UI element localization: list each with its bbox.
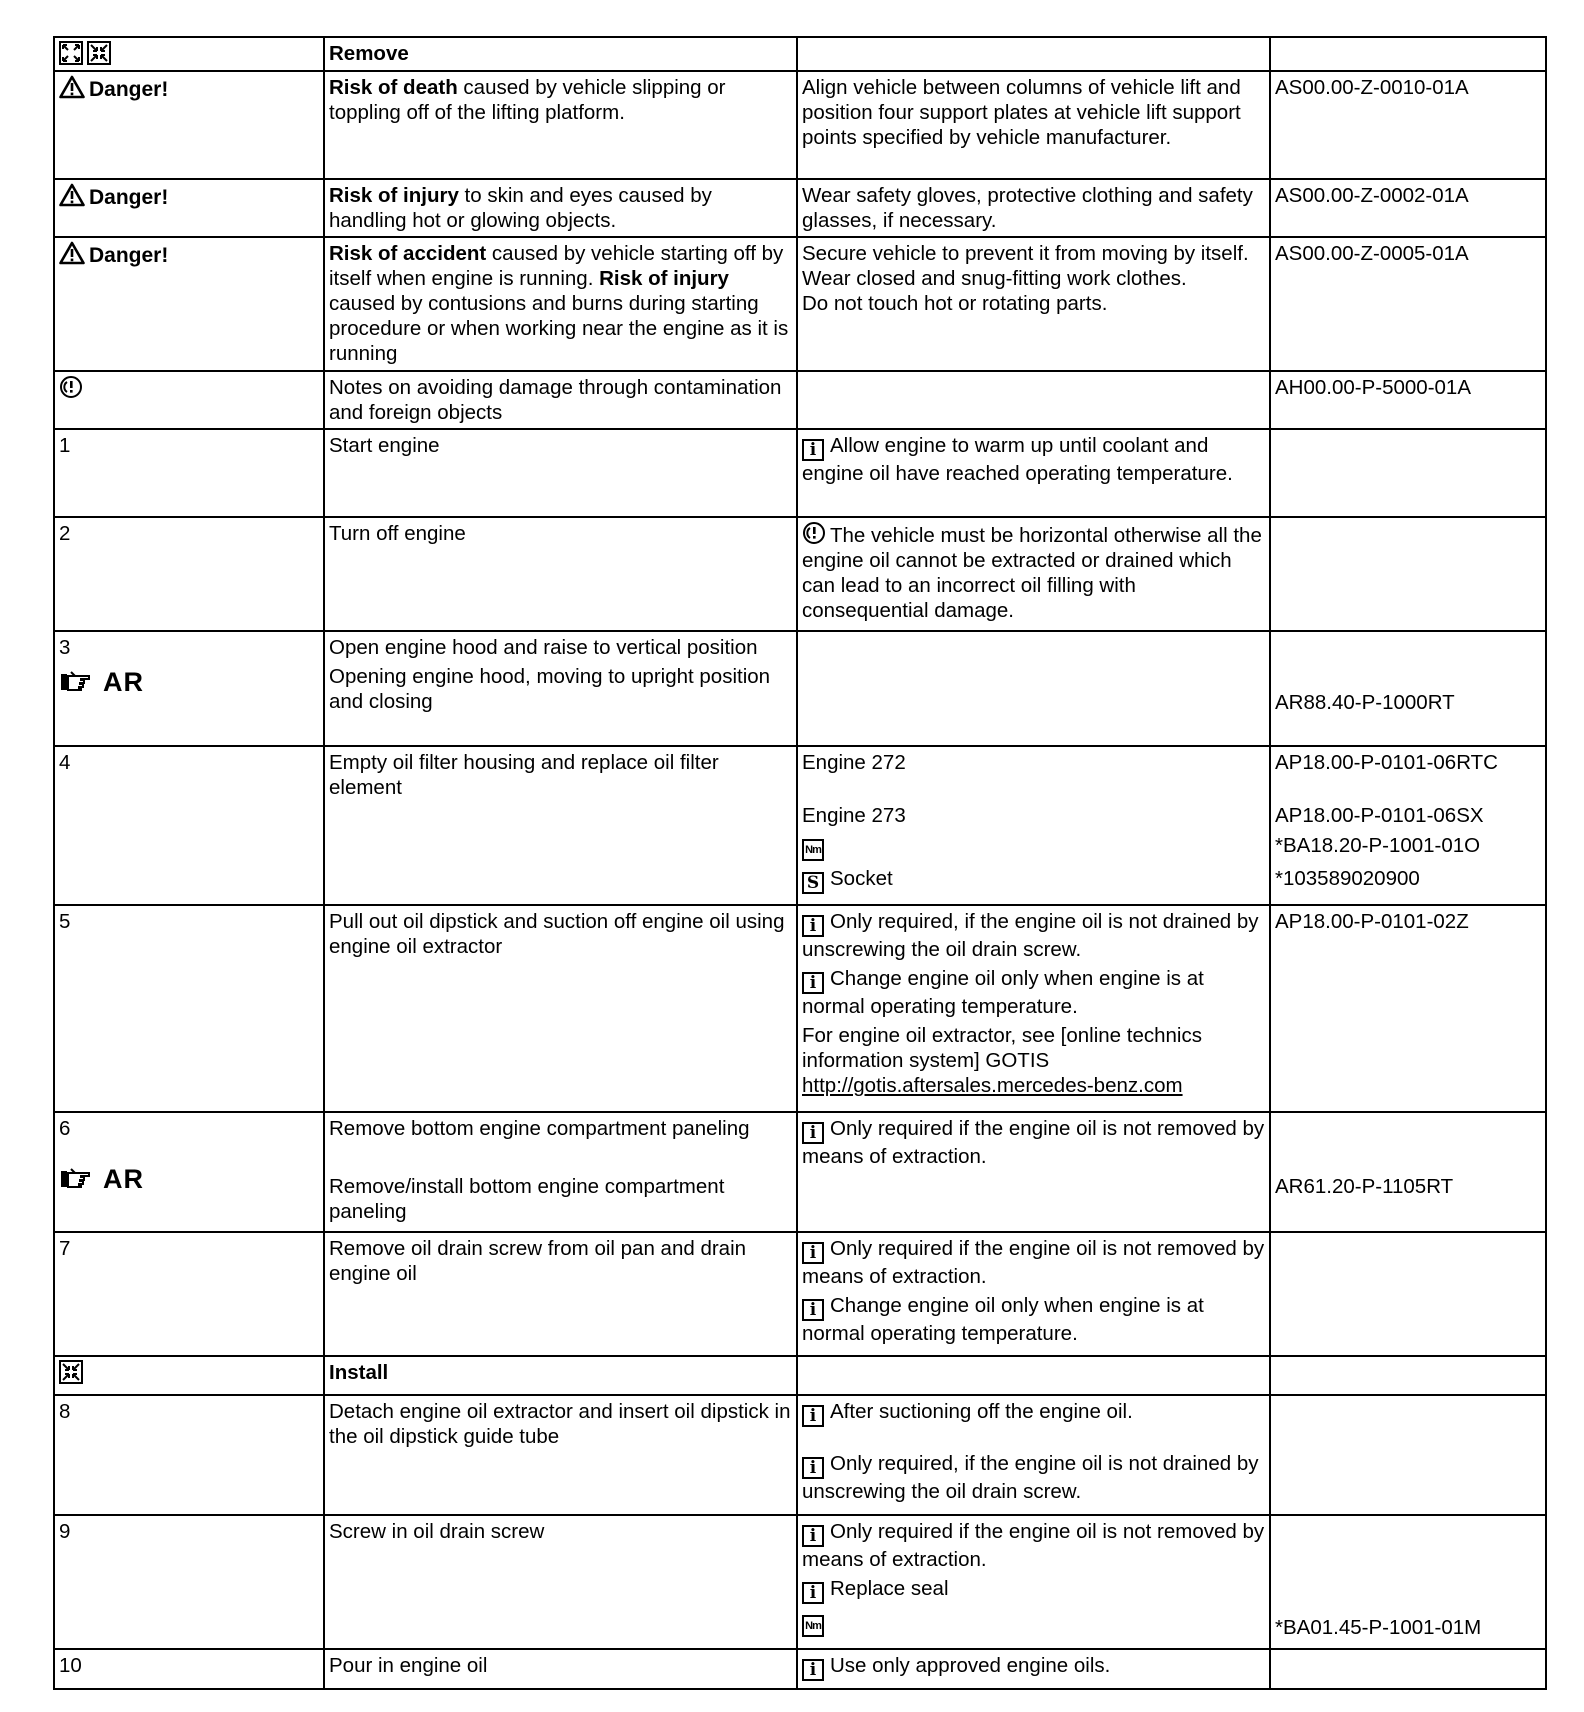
ar-ref: AR61.20-P-1105RT [1275,1175,1454,1198]
procedure-table [53,36,1547,1690]
step-text: Pour in engine oil [324,1649,797,1689]
danger-risk: Risk of accident [329,242,487,265]
gotis-link[interactable]: http://gotis.aftersales.mercedes-benz.com [802,1074,1183,1097]
ar-text: Opening engine hood, moving to upright position and closing [329,665,771,713]
step-ref: AP18.00-P-0101-02Z [1270,905,1546,1112]
info-icon: i [802,915,824,937]
step-number: 8 [54,1395,324,1515]
install-icon [59,1360,83,1384]
ar-label: AR [103,667,144,697]
step-row [54,1515,1546,1649]
ar-ref: AR88.40-P-1000RT [1275,691,1455,714]
danger-label: Danger! [89,244,169,267]
danger-ref: AS00.00-Z-0002-01A [1270,179,1546,237]
step-row [54,1112,1546,1232]
pointing-hand-icon [59,1165,99,1191]
step-text: Start engine [324,429,797,517]
step-row [54,1395,1546,1515]
step-text: Detach engine oil extractor and insert oil dipstick in the oil dipstick guide tube [324,1395,797,1515]
engine-272: Engine 272 [802,751,906,774]
danger-text: to skin and eyes caused by handling hot or glowing objects. [329,184,712,232]
danger-label: Danger! [89,186,169,209]
step-number: 3 [59,636,71,659]
danger-row [54,71,1546,179]
ar-label: AR [103,1164,144,1194]
info-icon: i [802,1525,824,1547]
step-row [54,1649,1546,1689]
install-row [54,1356,1546,1395]
step-ref: *BA01.45-P-1001-01M [1275,1616,1482,1639]
info-icon: i [802,1405,824,1427]
notice-icon [802,521,826,545]
ref-engine-273: AP18.00-P-0101-06SX [1275,804,1484,827]
warning-icon [59,75,85,99]
step-row [54,1232,1546,1356]
socket-label: Socket [830,867,893,890]
danger-text: caused by vehicle slipping or toppling off of the lifting platform. [329,76,726,124]
step-text: Empty oil filter housing and replace oil filter element [324,746,797,905]
step-text: Pull out oil dipstick and suction off engine oil using engine oil extractor [324,905,797,1112]
step-number: 10 [54,1649,324,1689]
install-heading: Install [324,1356,797,1395]
step-row [54,517,1546,631]
danger-ref: AS00.00-Z-0005-01A [1270,237,1546,371]
step-text: Turn off engine [324,517,797,631]
step-row [54,746,1546,905]
step-number: 2 [54,517,324,631]
remove-icon [59,41,83,65]
danger-action: Wear safety gloves, protective clothing and safety glasses, if necessary. [797,179,1270,237]
warning-icon [59,183,85,207]
danger-label: Danger! [89,78,169,101]
step-note-2: Only required, if the engine oil is not drained by unscrewing the oil drain screw. [802,1452,1259,1503]
step-text: Remove oil drain screw from oil pan and drain engine oil [324,1232,797,1356]
remove-heading: Remove [324,37,797,71]
info-icon: i [802,439,824,461]
header-row [54,37,1546,71]
danger-row [54,179,1546,237]
step-note-2: Change engine oil only when engine is at normal operating temperature. [802,967,1204,1018]
step-note: Use only approved engine oils. [830,1654,1111,1677]
info-icon: i [802,1122,824,1144]
danger-action-2: Wear closed and snug-fitting work clothes. [802,267,1187,290]
step-number: 9 [54,1515,324,1649]
notes-text: Notes on avoiding damage through contamination and foreign objects [324,371,797,429]
ref-torque: *BA18.20-P-1001-01O [1275,834,1481,857]
step-text: Remove bottom engine compartment paneling [329,1117,750,1140]
notes-ref: AH00.00-P-5000-01A [1270,371,1546,429]
step-note: Only required if the engine oil is not removed by means of extraction. [802,1520,1265,1571]
step-note: After suctioning off the engine oil. [830,1400,1133,1423]
danger-risk: Risk of injury [329,184,459,207]
ref-socket: *103589020900 [1275,867,1420,890]
info-icon: i [802,1659,824,1681]
step-note: The vehicle must be horizontal otherwise all the engine oil cannot be extracted or drained which can lead to an incorrect oil filling with consequential damage. [802,524,1262,622]
step-number: 1 [54,429,324,517]
info-icon: i [802,1242,824,1264]
tool-icon: S [802,872,824,894]
ar-text: Remove/install bottom engine compartment paneling [329,1175,725,1223]
info-icon: i [802,1457,824,1479]
notice-icon [59,375,83,399]
danger-action: Secure vehicle to prevent it from moving by itself. [802,242,1249,265]
info-icon: i [802,1582,824,1604]
step-number: 5 [54,905,324,1112]
step-number: 6 [59,1117,71,1140]
step-number: 4 [54,746,324,905]
step-note: Only required if the engine oil is not removed by means of extraction. [802,1117,1265,1168]
step-note-2: Replace seal [830,1577,949,1600]
step-note-3: For engine oil extractor, see [online technics information system] GOTIS [802,1024,1202,1072]
danger-risk-2: Risk of injury [599,267,729,290]
step-row [54,631,1546,746]
danger-risk: Risk of death [329,76,458,99]
step-note: Only required, if the engine oil is not drained by unscrewing the oil drain screw. [802,910,1259,961]
notes-row [54,371,1546,429]
step-note: Only required if the engine oil is not removed by means of extraction. [802,1237,1265,1288]
warning-icon [59,241,85,265]
engine-273: Engine 273 [802,804,906,827]
danger-text: caused by vehicle starting off by itself when engine is running. [329,242,784,290]
install-icon [87,41,111,65]
danger-action: Align vehicle between columns of vehicle lift and position four support plates at vehicle lift support points specified by vehicle manufacturer. [797,71,1270,179]
step-number: 7 [54,1232,324,1356]
info-icon: i [802,1299,824,1321]
step-row [54,905,1546,1112]
danger-ref: AS00.00-Z-0010-01A [1270,71,1546,179]
danger-row [54,237,1546,371]
step-note: Allow engine to warm up until coolant and engine oil have reached operating temperature. [802,434,1233,485]
step-text: Screw in oil drain screw [324,1515,797,1649]
step-note-2: Change engine oil only when engine is at normal operating temperature. [802,1294,1204,1345]
pointing-hand-icon [59,668,99,694]
step-row [54,429,1546,517]
step-text: Open engine hood and raise to vertical position [329,636,758,659]
torque-icon: Nm [802,839,824,861]
info-icon: i [802,972,824,994]
ref-engine-272: AP18.00-P-0101-06RTC [1275,751,1498,774]
danger-action-3: Do not touch hot or rotating parts. [802,292,1108,315]
danger-text-2: caused by contusions and burns during starting procedure or when working near the engine as it is running [329,292,789,365]
torque-icon: Nm [802,1615,824,1637]
